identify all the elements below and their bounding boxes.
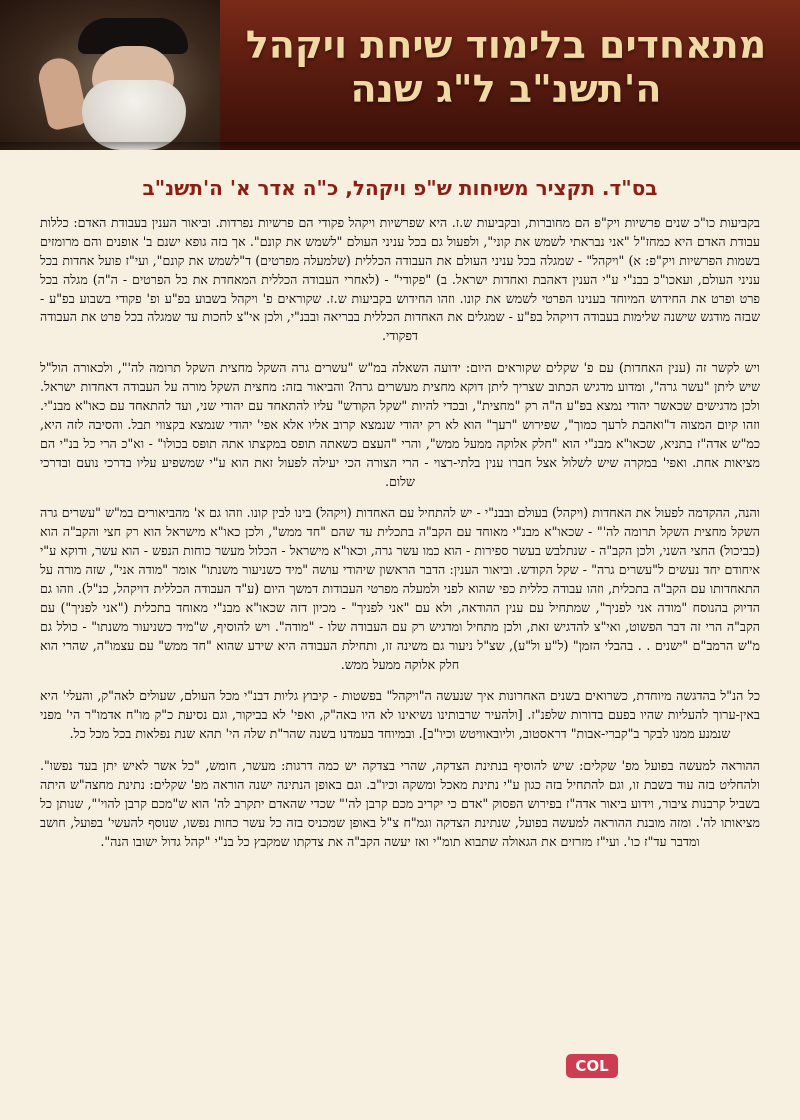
header-banner xyxy=(0,0,800,150)
paragraph-5: ההוראה למעשה בפועל מפ' שקלים: שיש להוסיף בנתינת הצדקה, שהרי בצדקה יש כמה דרגות: מעשר, חומש, "כל אשר לאיש יתן בעד נפשו". ולהחליט בזה עוד בשבת זו, וגם להתחיל בזה כגון ע"י נתינת מאכל ומשקה וכיו"ב. וגם באופן הנתינה ישנה הוראה מפ' שקלים: נתינת מחצה"ש היתה בשביל קרבנות ציבור, וידוע ביאור אדה"ז בפירוש הפסוק "אדם כי יקריב מכם קרבן לה'" שכדי שהאדם יתקרב לה' הוא ש"מכם קרבן להוי'", שנותן כל מציאותו לה'. ומזה מובנת ההוראה למעשה בפועל, שנתינת הצדקה וגמ"ח צ"ל באופן שמכניס בזה כל עשר כחות נפשו, שנוסף להעשי' בפועל, חושב ומדבר עד"ז כו'. ועי"ז מזרזים את הגאולה שתבוא תומ"י ואז יעשה הקב"ה את צדקתו שמקבץ כל בנ"י "קהל גדול ישובו הנה". xyxy=(40,758,760,849)
paragraph-2: ויש לקשר זה (ענין האחדות) עם פ' שקלים שקוראים היום: ידועה השאלה במ"ש "עשרים גרה השקל מחצית השקל תרומה לה'", ולכאורה הול"ל שיש ליתן "עשר גרה", ומדוע מדגיש הכתוב שצריך ליתן דוקא מחצית מעשרים גרה? והביאור בזה: מחצית השקל מורה על העבודה דאחדות ישראל. ולכן מדגישים שכאשר יהודי נמצא בפ"ע ה"ה רק "מחצית", ובכדי להיות "שקל הקודש" עליו להתאחד עם יהודי שני, ועד להתאחד עם כאו"א מבנ"י. וזהו קיום המצוה ד"ואהבת לרעך כמוך", שפירוש "רעך" הוא לא רק יהודי שנמצא קרוב אליו אלא אפי' יהודי שנמצא בקצווי תבל. והסיבה לזה היא, כמ"ש אדה"ז בתניא, שכאו"א מבנ"י הוא "חלק אלוקה ממעל ממש", והרי "העצם כשאתה תופס במקצתו אתה תופס בכולו" - וא"כ הרי כל בנ"י הם מציאות אחת. ואפי' במקרה שיש לשלול אצל חברו ענין בלתי-רצוי - הרי הצורה הכי יעילה לפעול זאת הוא ע"י שמשפיע עליו בדרכי נועם ובדרכי שלום. xyxy=(40,360,760,489)
rebbe-portrait-image xyxy=(0,0,220,150)
banner-title xyxy=(236,24,776,111)
col-watermark-logo: COL xyxy=(566,1054,618,1078)
banner-title-line-1: מתאחדים בלימוד שיחת ויקהל xyxy=(245,23,767,67)
document-body xyxy=(40,168,760,1108)
paragraph-4: כל הנ"ל בהדגשה מיוחדת, כשרואים בשנים האחרונות איך שנעשה ה"ויקהל" בפשטות - קיבוץ גליות דבנ"י מכל העולם, שעולים לאה"ק, והעלי' היא באין-ערוך להעליות שהיו בפעם בדורות שלפנ"ז. [ולהעיר שרבותינו נשיאינו לא היו באה"ק, ואפי' לא בביקור, וגם נסיעת כ"ק מו"ח אדמו"ר הי' מפני שנמנע ממנו לבקר ב"קברי-אבות" דראסטוב, וליובאוויטש וכיו"ב]. ובמיוחד בעמדנו בשנה שהר"ת שלה הי' תהא שנת נפלאות בכל מכל כל. xyxy=(40,688,760,742)
paragraph-3: והנה, ההקדמה לפעול את האחדות (ויקהל) בעולם ובבנ"י - יש להתחיל עם האחדות (ויקהל) בינו לבין קונו. וזהו גם א' מהביאורים במ"ש "עשרים גרה השקל מחצית השקל תרומה לה'" - שכאו"א מבנ"י מאוחד עם הקב"ה בתכלית עד שהם "חד ממש", ולכן כאו"א מישראל הוא רק חצי והקב"ה הוא (כביכול) החצי השני, ולכן הקב"ה - שנתלבש בעשר ספירות - הוא כמו עשר גרה, וכאו"א מישראל - הכלול מעשר כוחות הנפש - הוא עשר, ודוקא ע"י איחודם יחד נעשים ל"עשרים גרה" - שקל הקודש. וביאור הענין: הדבר הראשון שיהודי עושה "מיד כשניעור משנתו" אומר "מודה אני", שזה מורה על התאחדותו עם הקב"ה בתכלית, וזהו עבודה כללית כפי שהוא לפני ולמעלה מפרטי העבודות דמשך היום (ע"ד העבודה הכללית דויקהל, כנ"ל). וזהו גם הדיוק בהנוסח "מודה אני לפניך", שמתחיל עם ענין ההודאה, ולא עם "אני לפניך" - מכיון דזה שכאו"א מבנ"י מאוחד בתכלית ("אני לפניך") עם הקב"ה הרי זה דבר הפשוט, ואי"צ להדגיש זאת, ולכן מתחיל ומדגיש רק עם העבודה שלו - "מודה". ויש להוסיף, ש"מיד כשניעור משנתו" - כולל גם מ"ש הרמב"ם "ישנים . . בהבלי הזמן" (ל"ע ול"ע), שצ"ל ניעור גם משינה זו, ותחילת העבודה היא שידע שהוא "חד ממש" עם עצמו"ה, שהרי הוא חלק אלוקה ממעל ממש. xyxy=(40,505,760,672)
paragraph-1: בקביעות כו"כ שנים פרשיות ויק"פ הם מחוברות, ובקביעות ש.ז. היא שפרשיות ויקהל פקודי הם פרשיות נפרדות. וביאור הענין בעבודת האדם: כללות עבודת האדם היא כמחז"ל "אני נבראתי לשמש את קוני", ולפעול גם בכל עניני העולם "לשמש את קונם". אך בזה גופא ישנם ב' אופנים והם מרומזים בשמות הפרשיות ויק"פ: א) "ויקהל" - שמגלה בכל עניני העולם את העבודה הכללית (שלמעלה מפרטים) ד"לשמש את קונם", ועי"ז פועל אחדות בכל עניני העולם, ועאכו"כ בבנ"י ע"י הענין דאהבת ואחדות ישראל. ב) "פקודי" - (לאחרי העבודה הכללית המאחדת את כל הפרטים - ה"ה) מגלה בכל פרט ופרט את החידוש המיוחד בענינו הפרטי לשמש את קונו. וזהו החידוש בקביעות ש.ז. שקוראים פ' ויקהל בשבוע בפ"ע ופ' פקודי בשבוע בפ"ע - שבזה מודגש שישנה שלימות בעבודה דויקהל בפ"ע - שמגלים את האחדות הכללית בבריאה ובבנ"י, ולכן אי"צ לחכות עד שמגלה בכל פרט את העבודה דפקודי. xyxy=(40,215,760,344)
banner-title-line-2: ה'תשנ"ב ל"ג שנה xyxy=(350,66,662,111)
document-title: בס"ד. תקציר משיחות ש"פ ויקהל, כ"ה אדר א' ה'תשנ"ב xyxy=(142,176,658,200)
